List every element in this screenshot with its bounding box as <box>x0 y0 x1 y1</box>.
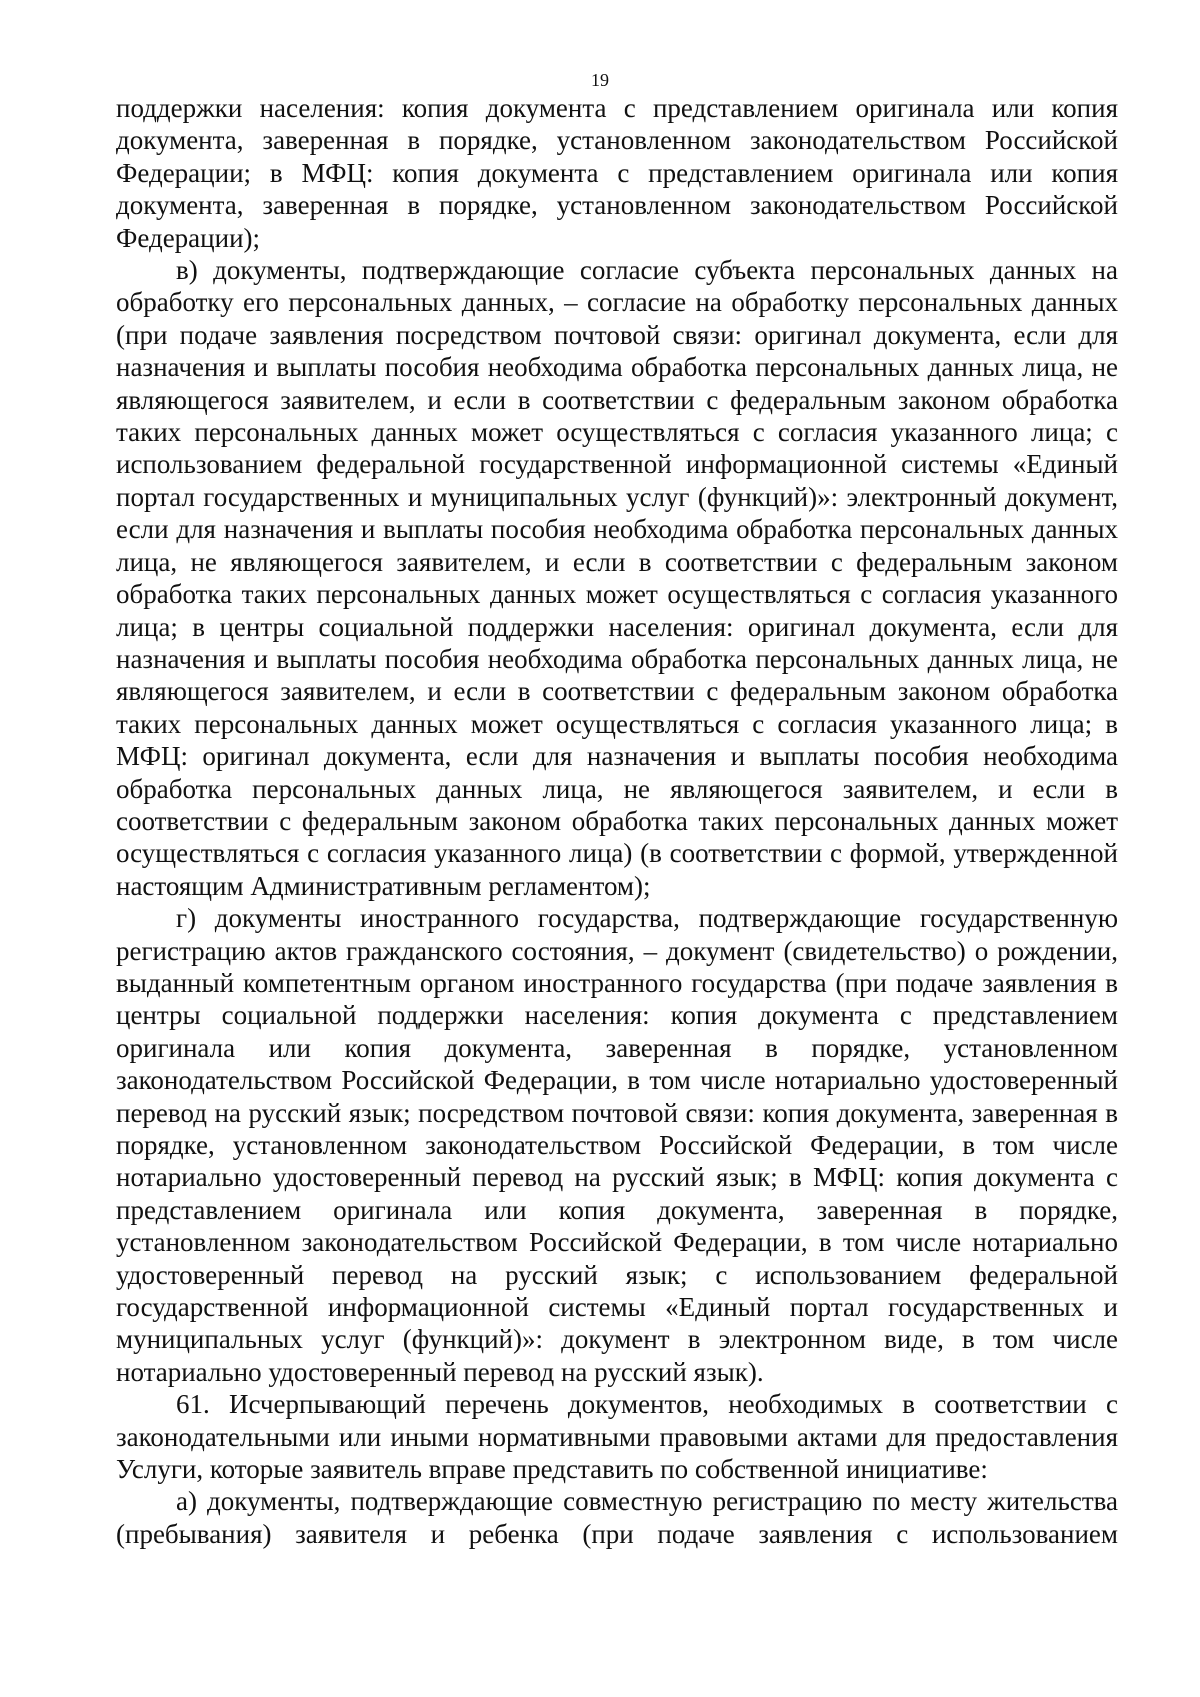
paragraph-item-a: а) документы, подтверждающие совместную регистрацию по месту жительства (пребывания) заявителя и ребенка (при подаче заявления с использованием <box>116 1486 1118 1549</box>
paragraph-item-v: в) документы, подтверждающие согласие субъекта персональных данных на обработку его персональных данных, – согласие на обработку персональных данных (при подаче заявления посредством почтовой связи: оригинал документа, если для назначения и выплаты пособия необходима обработка персональных данных лица, не являющегося заявителем, и если в соответствии с федеральным законом обработка таких персональных данных может осуществляться с согласия указанного лица; с использованием федеральной государственной информационной системы «Единый портал государственных и муниципальных услуг (функций)»: электронный документ, если для назначения и выплаты пособия необходима обработка персональных данных лица, не являющегося заявителем, и если в соответствии с федеральным законом обработка таких персональных данных может осуществляться с согласия указанного лица; в центры социальной поддержки населения: оригинал документа, если для назначения и выплаты пособия необходима обработка персональных данных лица, не являющегося заявителем, и если в соответствии с федеральным законом обработка таких персональных данных может осуществляться с согласия указанного лица; в МФЦ: оригинал документа, если для назначения и выплаты пособия необходима обработка персональных данных лица, не являющегося заявителем, и если в соответствии с федеральным законом обработка таких персональных данных может осуществляться с согласия указанного лица) (в соответствии с формой, утвержденной настоящим Административным регламентом); <box>116 255 1118 901</box>
page-number: 19 <box>591 70 609 90</box>
paragraph-clause-61: 61. Исчерпывающий перечень документов, необходимых в соответствии с законодательными или иными нормативными правовыми актами для предоставления Услуги, которые заявитель вправе представить по собственной инициативе: <box>116 1389 1118 1485</box>
paragraph-item-g: г) документы иностранного государства, подтверждающие государственную регистрацию актов гражданского состояния, – документ (свидетельство) о рождении, выданный компетентным органом иностранного государства (при подаче заявления в центры социальной поддержки населения: копия документа с представлением оригинала или копия документа, заверенная в порядке, установленном законодательством Российской Федерации, в том числе нотариально удостоверенный перевод на русский язык; посредством почтовой связи: копия документа, заверенная в порядке, установленном законодательством Российской Федерации, в том числе нотариально удостоверенный перевод на русский язык; в МФЦ: копия документа с представлением оригинала или копия документа, заверенная в порядке, установленном законодательством Российской Федерации, в том числе нотариально удостоверенный перевод на русский язык; с использованием федеральной государственной информационной системы «Единый портал государственных и муниципальных услуг (функций)»: документ в электронном виде, в том числе нотариально удостоверенный перевод на русский язык). <box>116 903 1118 1387</box>
document-body <box>116 92 1118 1550</box>
paragraph-continuation: поддержки населения: копия документа с представлением оригинала или копия документа, заверенная в порядке, установленном законодательством Российской Федерации; в МФЦ: копия документа с представлением оригинала или копия документа, заверенная в порядке, установленном законодательством Российской Федерации); <box>116 93 1118 253</box>
